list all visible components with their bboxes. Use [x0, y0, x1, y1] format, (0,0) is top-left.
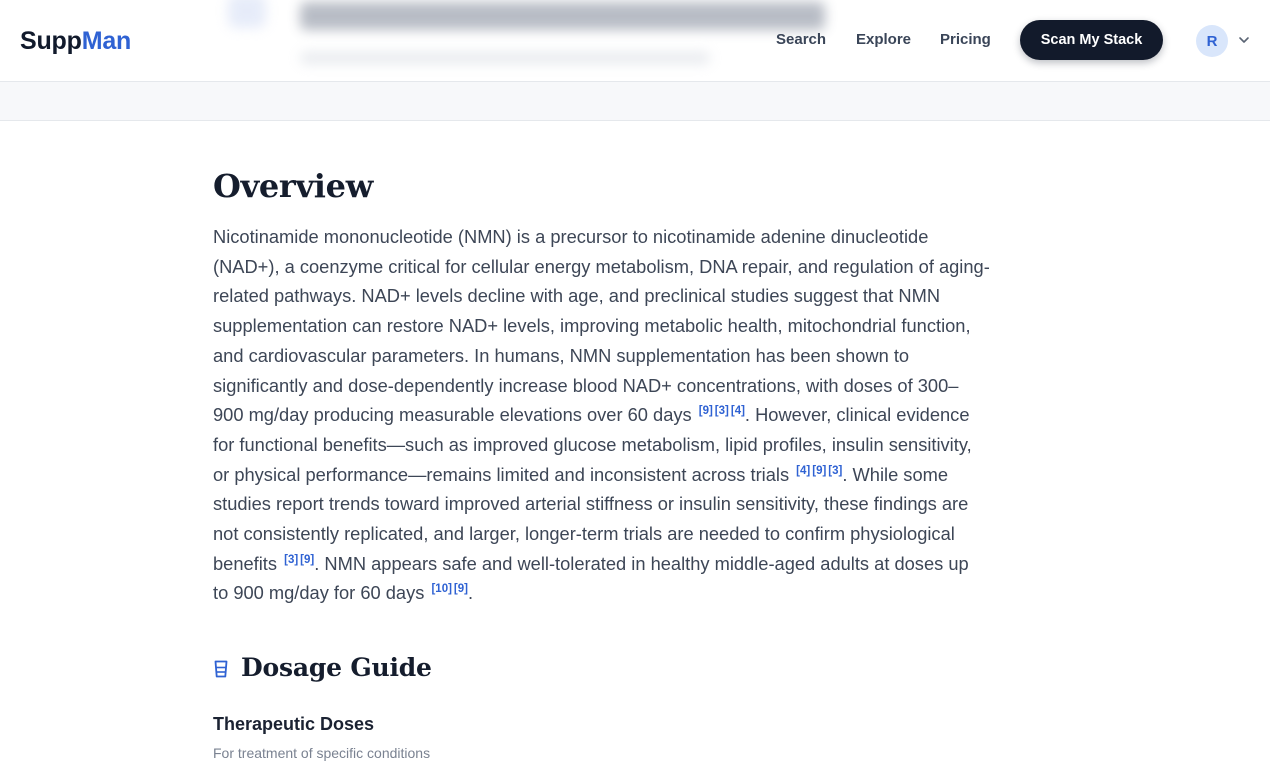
citation-link[interactable]: [4] — [796, 464, 811, 477]
overview-line-text: studies report trends toward improved arterial stiffness or insulin sensitivity, these findings are — [213, 493, 969, 515]
overview-line-text: . However, clinical evidence — [744, 404, 970, 426]
citation-link[interactable]: [9] — [812, 464, 827, 477]
citation-link[interactable]: [3] — [714, 405, 729, 418]
suppman-logo[interactable] — [20, 27, 131, 56]
overview-line — [213, 519, 1063, 549]
overview-line-text: . — [467, 582, 474, 604]
overview-line-text: . While some — [842, 463, 949, 485]
overview-line-text: (NAD+), a coenzyme critical for cellular energy metabolism, DNA repair, and regulation of aging- — [213, 255, 990, 277]
therapeutic-doses-heading: Therapeutic Doses — [213, 714, 375, 734]
nav-link-explore[interactable]: Explore — [856, 31, 912, 48]
overview-line-text: benefits — [213, 552, 283, 574]
overview-line — [213, 341, 1063, 371]
overview-line-text: significantly and dose-dependently increase blood NAD+ concentrations, with doses of 300– — [213, 374, 959, 396]
overview-line-text: or physical performance—remains limited and inconsistent across trials — [213, 463, 795, 485]
overview-line — [213, 460, 1063, 490]
chevron-down-icon[interactable] — [1237, 33, 1251, 47]
overview-line — [213, 281, 1063, 311]
overview-line-text: not consistently replicated, and larger, longer-term trials are needed to confirm physiological — [213, 523, 955, 545]
citation-link[interactable]: [4] — [730, 405, 745, 418]
therapeutic-doses-subtitle: For treatment of specific conditions — [213, 745, 431, 761]
logo-text-man: Man — [81, 27, 132, 55]
nav-link-pricing[interactable]: Pricing — [940, 31, 991, 48]
overview-line — [213, 371, 1063, 401]
overview-heading: Overview — [213, 167, 373, 205]
overview-line-text: to 900 mg/day for 60 days — [213, 582, 430, 604]
overview-line-text: 900 mg/day producing measurable elevations over 60 days — [213, 404, 697, 426]
overview-line — [213, 252, 1063, 282]
overview-line — [213, 222, 1063, 252]
overview-paragraph — [213, 222, 1063, 608]
overview-line-text: for functional benefits—such as improved glucose metabolism, lipid profiles, insulin sensitivity, — [213, 433, 972, 455]
citation-link[interactable]: [10] — [431, 583, 452, 596]
user-avatar[interactable]: R — [1196, 25, 1228, 57]
overview-line — [213, 549, 1063, 579]
dosage-guide-heading: Dosage Guide — [241, 653, 432, 682]
overview-line-text: . NMN appears safe and well-tolerated in healthy middle-aged adults at doses up — [314, 552, 969, 574]
cup-icon — [213, 659, 229, 679]
top-nav-bar — [0, 0, 1270, 82]
overview-line-text: Nicotinamide mononucleotide (NMN) is a precursor to nicotinamide adenine dinucleotide — [213, 226, 929, 247]
scan-my-stack-button[interactable]: Scan My Stack — [1020, 20, 1163, 60]
overview-line-text: supplementation can restore NAD+ levels, improving metabolic health, mitochondrial function, — [213, 315, 971, 337]
overview-line — [213, 489, 1063, 519]
citation-link[interactable]: [9] — [453, 583, 468, 596]
citation-link[interactable]: [3] — [828, 464, 843, 477]
overview-line — [213, 400, 1063, 430]
nav-link-search[interactable]: Search — [776, 31, 827, 48]
overview-line-text: and cardiovascular parameters. In humans, NMN supplementation has been shown to — [213, 344, 910, 366]
citation-link[interactable]: [9] — [300, 553, 315, 566]
citation-link[interactable]: [3] — [284, 553, 299, 566]
overview-line — [213, 430, 1063, 460]
dosage-guide-header — [213, 653, 432, 682]
overview-line-text: related pathways. NAD+ levels decline with age, and preclinical studies suggest that NMN — [213, 285, 941, 307]
overview-line — [213, 578, 1063, 608]
citation-link[interactable]: [9] — [698, 405, 713, 418]
overview-line — [213, 311, 1063, 341]
logo-text-supp: Supp — [20, 27, 82, 55]
sub-header-band — [0, 82, 1270, 121]
